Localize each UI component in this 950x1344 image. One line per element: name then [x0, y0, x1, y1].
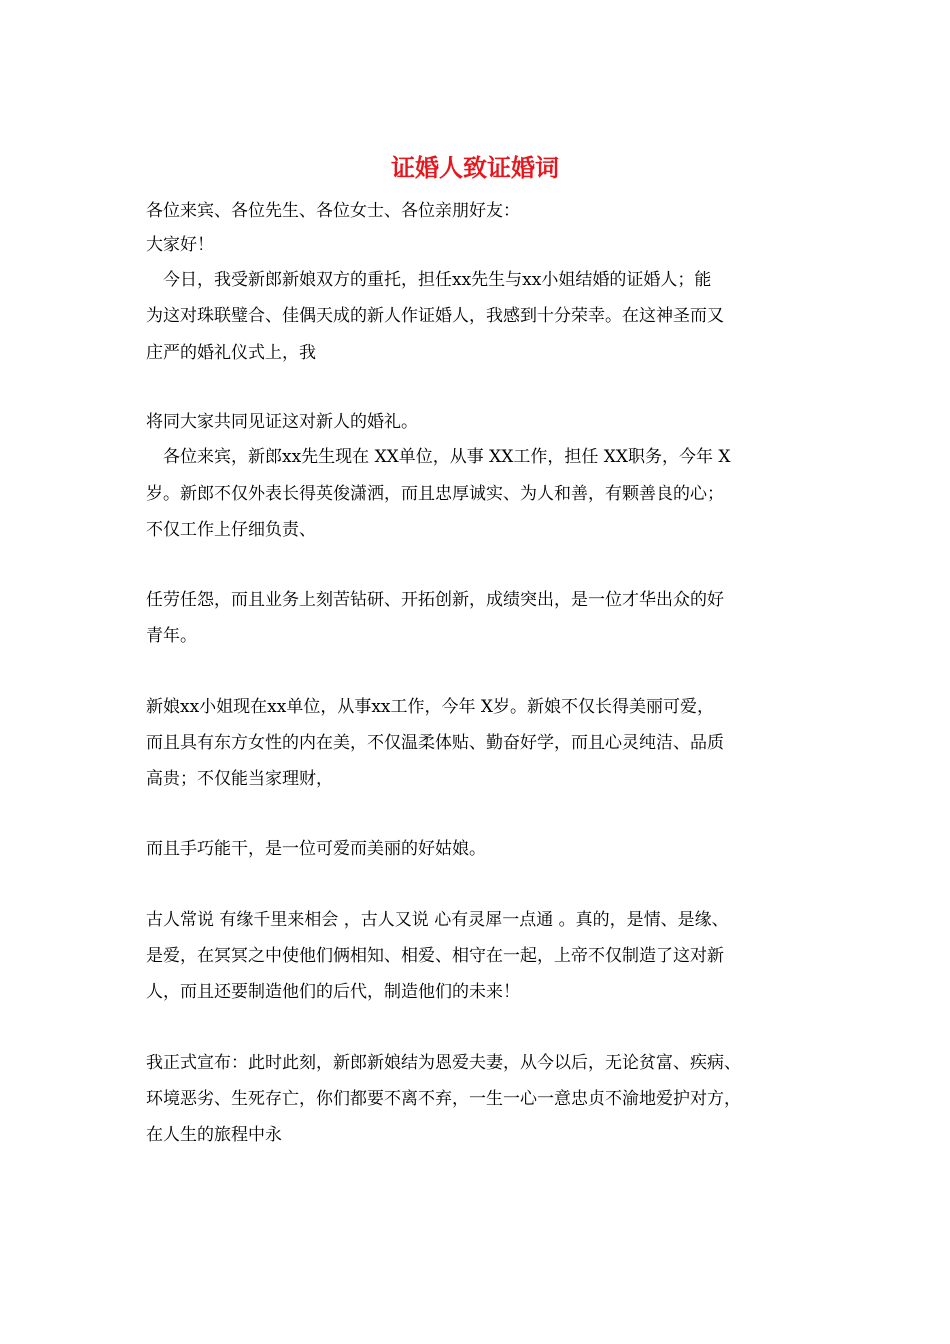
text-line: 人，而且还要制造他们的后代，制造他们的未来！: [146, 982, 520, 1002]
text-line: 而且手巧能干，是一位可爱而美丽的好姑娘。: [146, 839, 486, 859]
text-line: 各位来宾，新郎xx先生现在 XX单位，从事 XX工作，担任 XX职务，今年 X: [146, 447, 731, 467]
text-line: 古人常说 有缘千里来相会 ，古人又说 心有灵犀一点通 。真的，是情、是缘、: [146, 910, 729, 930]
text-line: 新娘xx小姐现在xx单位，从事xx工作，今年 X岁。新娘不仅长得美丽可爱，: [146, 697, 715, 717]
text-line: 任劳任怨，而且业务上刻苦钻研、开拓创新，成绩突出，是一位才华出众的好: [146, 590, 724, 610]
text-line: 今日，我受新郎新娘双方的重托，担任xx先生与xx小姐结婚的证婚人；能: [146, 270, 712, 290]
text-line: 各位来宾、各位先生、各位女士、各位亲朋好友：: [146, 201, 520, 221]
text-line: 是爱，在冥冥之中使他们俩相知、相爱、相守在一起，上帝不仅制造了这对新: [146, 946, 724, 966]
text-line: 而且具有东方女性的内在美，不仅温柔体贴、勤奋好学，而且心灵纯洁、品质: [146, 733, 724, 753]
text-line: 将同大家共同见证这对新人的婚礼。: [146, 412, 418, 432]
text-line: 环境恶劣、生死存亡，你们都要不离不弃，一生一心一意忠贞不渝地爱护对方，: [146, 1089, 741, 1109]
text-line: 高贵；不仅能当家理财，: [146, 769, 333, 789]
text-line: 庄严的婚礼仪式上，我: [146, 343, 316, 363]
text-line: 为这对珠联璧合、佳偶天成的新人作证婚人，我感到十分荣幸。在这神圣而又: [146, 306, 724, 326]
document-title: 证婚人致证婚词: [391, 153, 559, 182]
text-line: 我正式宣布：此时此刻，新郎新娘结为恩爱夫妻，从今以后，无论贫富、疾病、: [146, 1053, 741, 1073]
text-line: 不仅工作上仔细负责、: [146, 520, 316, 540]
text-line: 大家好！: [146, 235, 214, 255]
text-line: 岁。新郎不仅外表长得英俊潇洒，而且忠厚诚实、为人和善，有颗善良的心；: [146, 484, 724, 504]
text-line: 在人生的旅程中永: [146, 1125, 282, 1145]
text-line: 青年。: [146, 626, 197, 646]
